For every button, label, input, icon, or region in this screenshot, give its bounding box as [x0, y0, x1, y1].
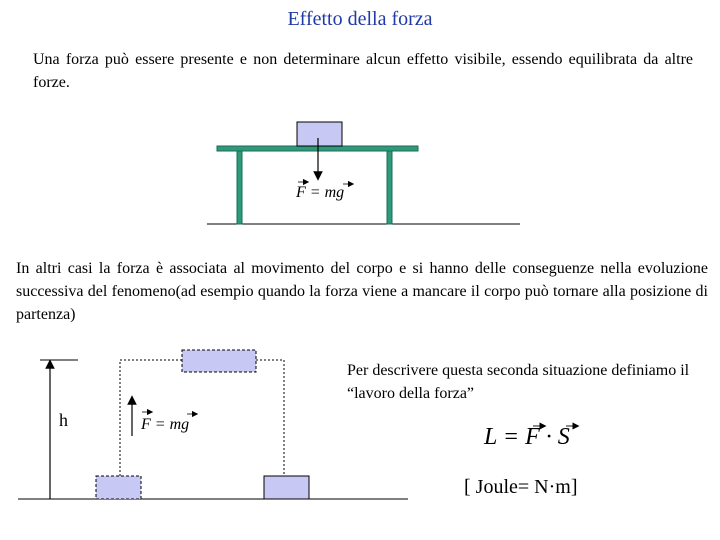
block-end: [264, 476, 309, 499]
unit-text: [ Joule= N·m]: [464, 476, 578, 498]
block-on-table: [297, 122, 342, 146]
table-leg-left: [237, 151, 242, 224]
block-raised: [182, 350, 256, 372]
paragraph-work: Per descrivere questa seconda situazione definiamo il “lavoro della forza”: [347, 362, 690, 402]
table-figure: [207, 122, 520, 224]
block-start: [96, 476, 141, 499]
formula-weight-bottom: F = mg: [141, 416, 190, 433]
table-leg-right: [387, 151, 392, 224]
path-dotted-right: [256, 360, 284, 476]
formula-weight-top: F = mg: [296, 184, 345, 201]
work-formula: L = F · S: [484, 424, 570, 450]
paragraph-equilibrium: Una forza può essere presente e non determinare alcun effetto visibile, essendo equilibrata da altre forze.: [33, 51, 693, 91]
height-label: h: [59, 410, 68, 430]
page-title: Effetto della forza: [287, 8, 433, 30]
paragraph-motion: In altri casi la forza è associata al movimento del corpo e si hanno delle conseguenze nella evoluzione successiva del fenomeno(ad esempio quando la forza viene a mancare il corpo può tornare alla posizione di partenza): [16, 260, 708, 323]
